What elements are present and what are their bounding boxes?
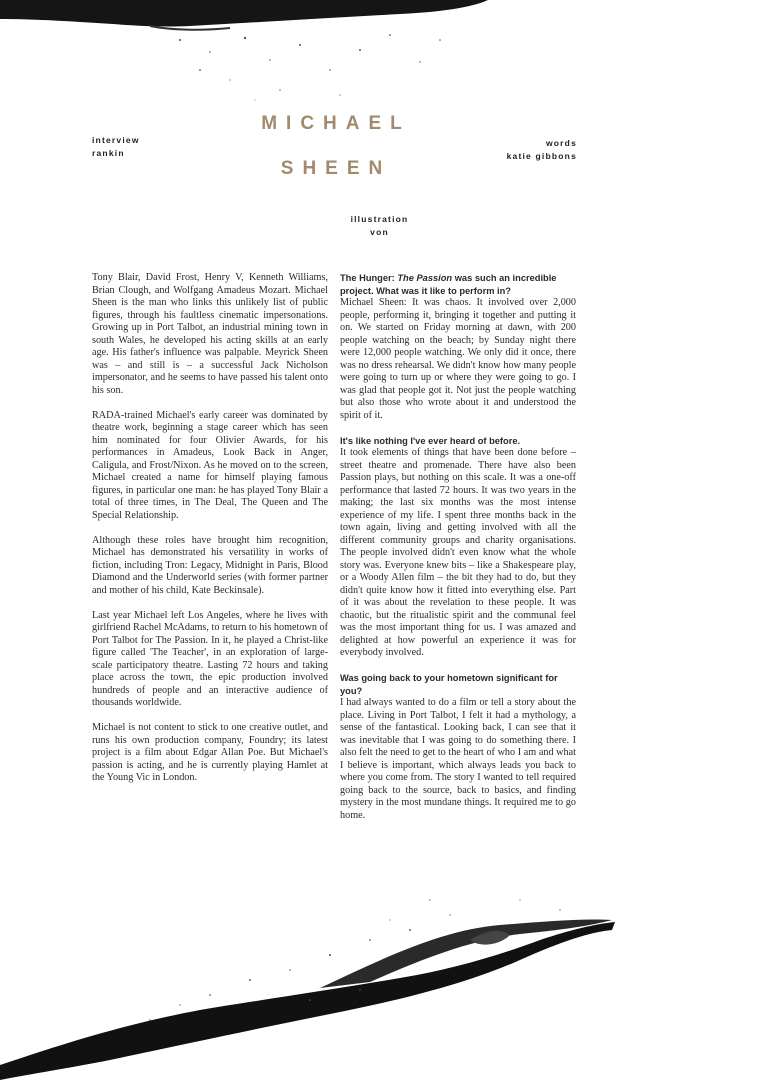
illustration-label: illustration xyxy=(350,214,409,224)
intro-paragraph: Tony Blair, David Frost, Henry V, Kenneth Williams, Brian Clough, and Wolfgang Amadeus Mozart. Michael Sheen is the man who links this unlikely list of public figures, through his faultless cinematic impersonations. Growing up in Port Talbot, an industrial mining town in south Wales, he developed his acting skills at an early age. His father's influence was palpable. Meyrick Sheen was – and still is – a successful Jack Nicholson impersonator, and he seems to have passed his talent onto his son. xyxy=(92,272,328,396)
interview-question xyxy=(340,272,576,297)
intro-paragraph: Michael is not content to stick to one creative outlet, and runs his own production company, Foundry; its latest project is a film about Edgar Allan Poe. But Michael's passion is acting, and he is currently playing Hamlet at the Young Vic in London. xyxy=(92,722,328,783)
question-italic-title: The Passion xyxy=(397,273,453,283)
interview-column xyxy=(340,272,576,835)
illustrator-name: von xyxy=(370,227,389,237)
words-label: words xyxy=(545,138,577,148)
words-credit xyxy=(507,137,577,163)
intro-paragraph: Although these roles have brought him recognition, Michael has demonstrated his versatility in works of fiction, including Tron: Legacy, Midnight in Paris, Blood Diamond and the Underworld series (with former partner and mother of his child, Kate Beckinsale). xyxy=(92,534,328,596)
interview-credit xyxy=(92,134,140,160)
interview-label: interview xyxy=(92,135,140,145)
intro-column xyxy=(92,272,328,797)
interviewer-name: rankin xyxy=(92,148,125,158)
intro-paragraph: RADA-trained Michael's early career was dominated by theatre work, beginning a stage career which has seen him nominated for four Olivier Awards, for his performances in Amadeus, Look Back in Anger, Caligula, and Frost/Nixon. As he moved on to the screen, Michael created a name for himself playing famous figures, in particular one man: he has played Tony Blair a total of three times, in The Deal, The Queen and The Special Relationship. xyxy=(92,409,328,521)
ink-brush-stroke-top xyxy=(0,0,759,120)
illustration-credit xyxy=(0,213,759,239)
interview-question: Was going back to your hometown significant for you? xyxy=(340,673,558,696)
interview-answer: I had always wanted to do a film or tell a story about the place. Living in Port Talbot, I felt it had a mythology, a sense of the fantastical. Looking back, I can see that it was inevitable that I was going to do something there. I also felt the need to get to the heart of who I am and what I believe is important, which always leads you back to where you come from. The story I wanted to tell required going back to the source, back to basics, and finding mystery in the most mundane things. It required me to go home. xyxy=(340,697,576,821)
interview-answer: Michael Sheen: It was chaos. It involved over 2,000 people, performing it, bringing it together and putting it on. We started on Friday morning at dawn, with 200 people watching on the beach; by Sunday night there were 12,000 people watching. We only did it once, there was no dress rehearsal. We didn't know how many people were going to turn up or where they were going to go. I was glad that people got it. Not just the people watching but also those who wrote about it and understood the spirit of it. xyxy=(340,297,576,421)
title-first-name: MICHAEL xyxy=(261,113,411,134)
question-suffix: was such an incredible project. What was it like to perform in? xyxy=(340,273,557,296)
question-prefix: The Hunger: xyxy=(340,273,398,283)
intro-paragraph: Last year Michael left Los Angeles, where he lives with girlfriend Rachel McAdams, to return to his hometown of Port Talbot for The Passion. In it, he played a Christ-like figure called 'The Teacher', in an exploration of large-scale participatory theatre. Lasting 72 hours and taking place across the town, the epic production involved hundreds of people and an interactive audience of thousands worldwide. xyxy=(92,609,328,708)
interview-question: It's like nothing I've ever heard of before. xyxy=(340,435,521,446)
interview-answer: It took elements of things that have been done before – street theatre and promenade. There have also been Passion plays, but nothing on this scale. It was a one-off performance that lasted 72 hours. It was two years in the making; the last six months was the most intense experience of my life. I spent three months back in the town again, living and getting involved with all the different community groups and charity organisations. The people involved didn't even know what the whole story was. Everyone knew bits – like a Shakespeare play, or a Woody Allen film – the bit they had to do, but they didn't quite know how it fitted into everything else. Part of it was about the revelation to these people. It was chaotic, but the ritualistic spirit and the communal feel was the most important thing for us. I was amazed and delighted at how powerful an experience it was for everybody involved. xyxy=(340,447,576,658)
writer-name: katie gibbons xyxy=(506,151,577,161)
ink-brush-stroke-bottom xyxy=(0,860,759,1080)
title-last-name: SHEEN xyxy=(280,158,392,179)
